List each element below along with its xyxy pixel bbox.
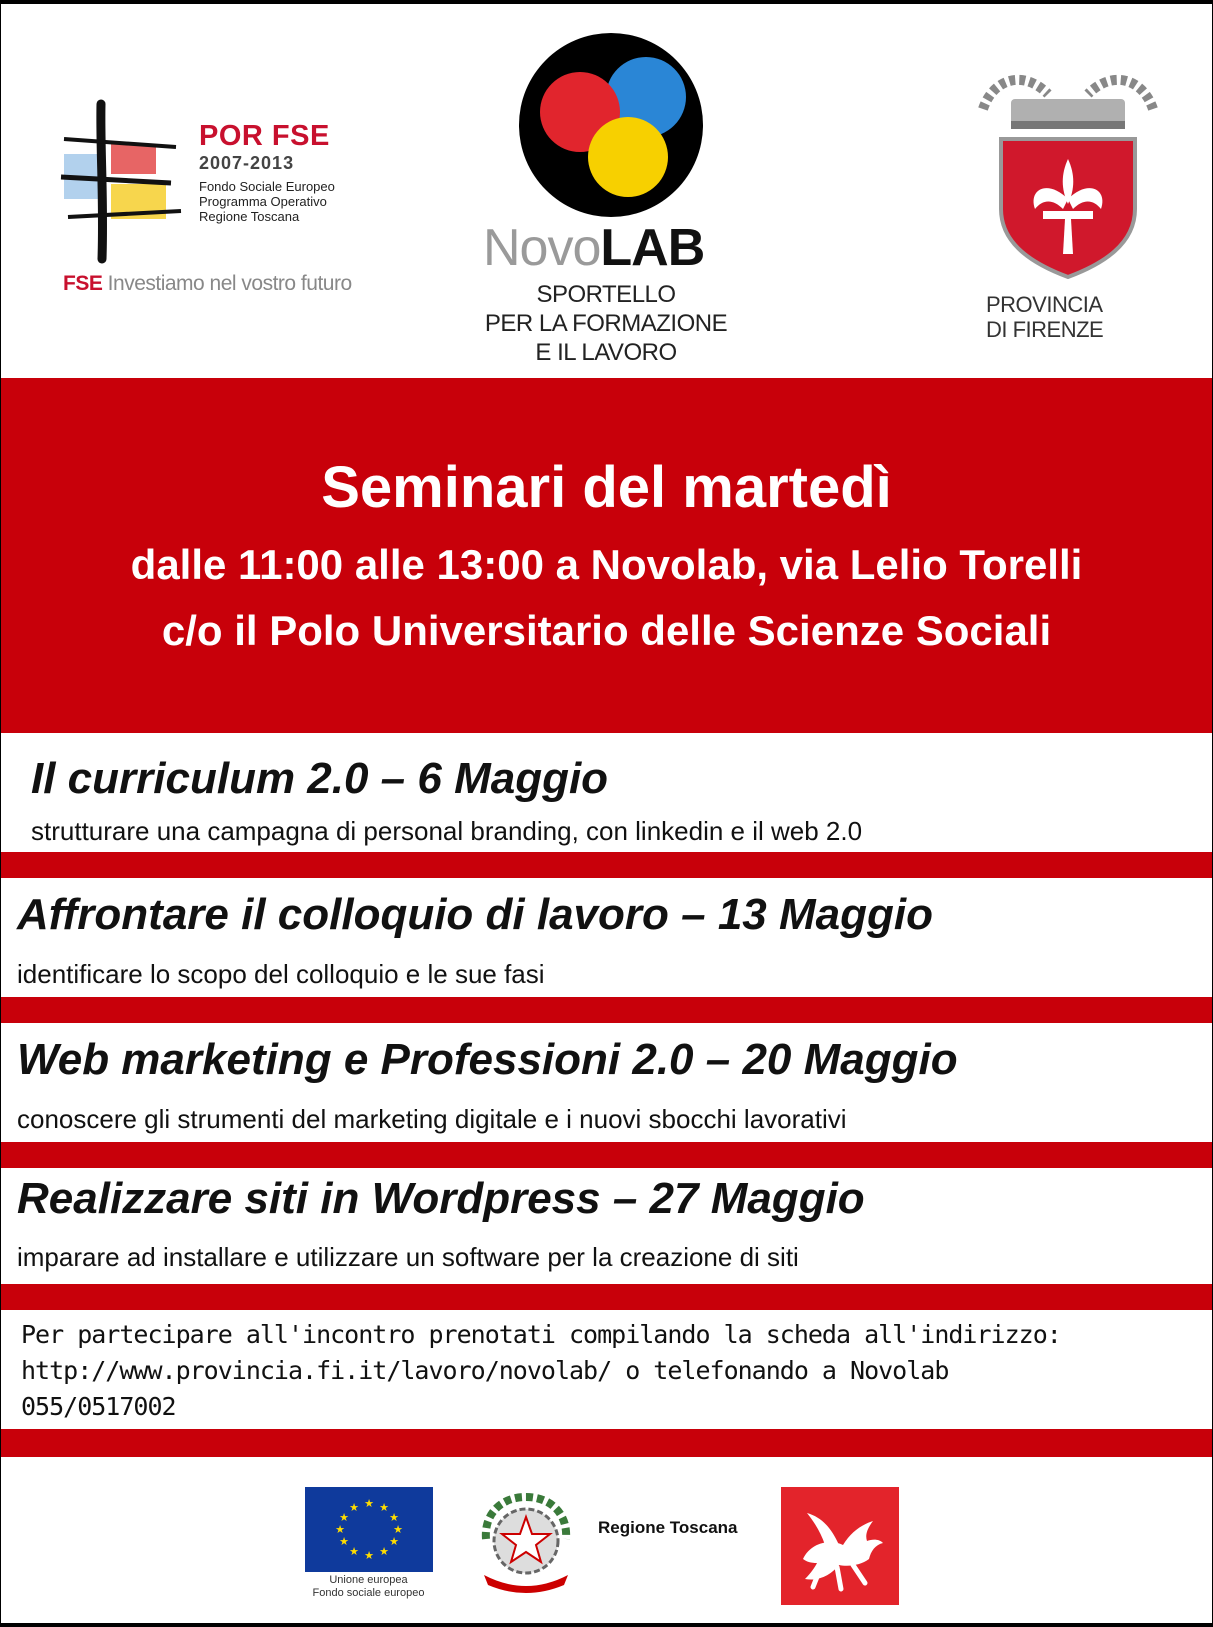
por-fse-title: POR FSE (199, 120, 330, 152)
divider-bar (1, 1142, 1212, 1168)
booking-info-line: Per partecipare all'incontro prenotati compilando la scheda all'indirizzo: (21, 1320, 1061, 1349)
svg-text:★: ★ (349, 1545, 359, 1558)
divider-bar (1, 852, 1212, 878)
seminar-title: Realizzare siti in Wordpress – 27 Maggio (17, 1174, 865, 1223)
poster (1, 4, 1212, 1623)
svg-text:★: ★ (339, 1535, 349, 1548)
por-fse-years: 2007-2013 (199, 153, 295, 173)
seminar-title: Il curriculum 2.0 – 6 Maggio (31, 754, 609, 803)
seminar-description: identificare lo scopo del colloquio e le sue fasi (17, 959, 545, 989)
repubblica-italiana-emblem-icon (476, 1489, 576, 1597)
seminar-description: strutturare una campagna di personal branding, con linkedin e il web 2.0 (31, 816, 863, 846)
page-title: Seminari del martedì (321, 455, 892, 520)
por-fse-description: Fondo Sociale Europeo Programma Operativo Regione Toscana (199, 179, 335, 224)
svg-text:★: ★ (389, 1535, 399, 1548)
svg-text:★: ★ (364, 1497, 374, 1510)
seminar-description: imparare ad installare e utilizzare un software per la creazione di siti (17, 1242, 799, 1272)
provincia-firenze-crest (973, 49, 1163, 279)
svg-text:★: ★ (349, 1501, 359, 1514)
fse-slogan: FSE Investiamo nel vostro futuro (63, 272, 352, 295)
novolab-wordmark: NovoLAB (483, 219, 705, 277)
svg-text:★: ★ (364, 1549, 374, 1562)
divider-bar (1, 1429, 1212, 1457)
provincia-label: PROVINCIA DI FIRENZE (986, 292, 1104, 342)
seminar-title: Affrontare il colloquio di lavoro – 13 Maggio (17, 890, 933, 939)
por-fse-brush-logo (56, 99, 206, 264)
novolab-circle-logo (518, 32, 704, 218)
novolab-subtitle: SPORTELLO PER LA FORMAZIONE E IL LAVORO (484, 281, 728, 366)
seminar-title: Web marketing e Professioni 2.0 – 20 Maggio (17, 1035, 958, 1084)
svg-text:★: ★ (389, 1511, 399, 1524)
seminar-description: conoscere gli strumenti del marketing digitale e i nuovi sbocchi lavorativi (17, 1104, 847, 1134)
svg-text:★: ★ (393, 1523, 403, 1536)
regione-toscana-pegasus-icon (781, 1487, 899, 1605)
svg-text:★: ★ (339, 1511, 349, 1524)
regione-toscana-label: Regione Toscana (598, 1518, 738, 1537)
divider-bar (1, 1284, 1212, 1310)
eu-caption: Unione europea Fondo sociale europeo (312, 1574, 425, 1599)
svg-text:★: ★ (335, 1523, 345, 1536)
phone-number: 055/0517002 (21, 1392, 176, 1421)
svg-text:★: ★ (379, 1501, 389, 1514)
divider-bar (1, 997, 1212, 1023)
schedule-location-line: dalle 11:00 alle 13:00 a Novolab, via Lelio Torelli (130, 541, 1083, 588)
venue-line: c/o il Polo Universitario delle Scienze Sociali (161, 607, 1052, 654)
svg-text:★: ★ (379, 1545, 389, 1558)
booking-url-line: http://www.provincia.fi.it/lavoro/novolab/ o telefonando a Novolab (21, 1356, 949, 1385)
eu-flag-icon (305, 1487, 433, 1572)
